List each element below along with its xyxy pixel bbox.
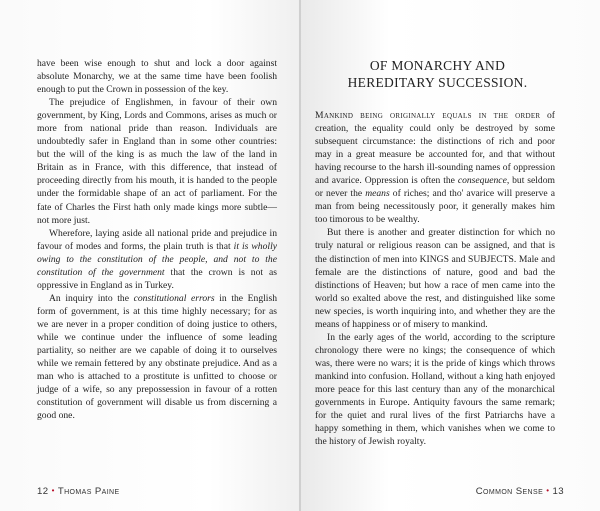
left-p4-text-b: in the English form of government, is at this time highly necessary; for as we are never in a proper condition of doing justice to others, while we continue under the influence of some leading partiality, so neither are we capable of doing it to ourselves while we remain fettered by any obstinate prejudice. And as a man who is attached to a prostitute is unfitted to choose or judge of a wife, so any prepossession in favour of a rotten constitution of government will disable us from discerning a good one.	[37, 292, 277, 422]
book-gutter	[299, 0, 301, 511]
right-p1-text-c: of riches; and tho' avarice will preserve a man from being necessitously poor, it generally makes him too timorous to be wealthy.	[315, 188, 555, 226]
right-page-body	[315, 109, 555, 448]
right-paragraph-1	[315, 109, 555, 226]
left-page-body	[37, 57, 277, 422]
left-p3-text-a: Wherefore, laying aside all national pride and prejudice in favour of modes and forms, the plain truth is that	[37, 227, 277, 252]
chapter-heading	[315, 57, 560, 91]
left-p4-text-a: An inquiry into the	[49, 292, 134, 304]
left-paragraph-1: have been wise enough to shut and lock a door against absolute Monarchy, we at the same time have been foolish enough to put the Crown in possession of the key.	[37, 58, 277, 96]
left-page-footer	[37, 486, 120, 497]
left-paragraph-3	[37, 227, 277, 292]
opening-small-caps: Mankind being originally equals in the order	[315, 110, 541, 121]
right-p1-italic-1: consequence,	[457, 175, 510, 187]
footer-bullet-icon: •	[51, 486, 55, 495]
right-page-number: 13	[552, 486, 564, 497]
left-p4-italic: constitutional errors	[133, 292, 215, 304]
left-page-number: 12	[37, 486, 49, 497]
left-p3-text-b: that the crown is not as oppressive in England as in Turkey.	[37, 266, 277, 291]
chapter-heading-line-2: HEREDITARY SUCCESSION.	[347, 75, 528, 90]
right-paragraph-3: In the early ages of the world, according to the scripture chronology there were no kings; the consequence of which was, there were no wars; it is the pride of kings which throws mankind into confusion. Holland, without a king hath enjoyed more peace for this last century than any of the monarchical governments in Europe. Antiquity favours the same remark; for the quiet and rural lives of the first Patriarchs have a happy something in them, which vanishes when we come to the history of Jewish royalty.	[315, 331, 555, 448]
right-p1-text-b: but seldom or never the	[315, 175, 555, 200]
footer-book-title: Common Sense	[475, 486, 544, 497]
left-paragraph-4	[37, 292, 277, 422]
footer-author: Thomas Paine	[57, 486, 120, 497]
right-page	[300, 0, 600, 511]
footer-bullet-icon: •	[546, 486, 550, 495]
right-page-footer	[476, 486, 564, 497]
right-paragraph-2: But there is another and greater distinction for which no truly natural or religious reason can be assigned, and that is the distinction of men into KINGS and SUBJECTS. Male and female are the distinctions of nature, good and bad the distinctions of Heaven; but how a race of men came into the world so exalted above the rest, and distinguished like some new species, is worth inquiring into, and whether they are the means of happiness or of misery to mankind.	[315, 227, 555, 330]
chapter-heading-line-1: OF MONARCHY AND	[369, 58, 506, 73]
right-p1-italic-2: means	[365, 188, 390, 200]
left-p3-italic: it is wholly owing to the constitution of the people, and not to the constitution of the government	[37, 240, 277, 278]
right-p1-text-a: of creation, the equality could only be destroyed by some subsequent circumstance: the distinctions of rich and poor may in a great measure be accounted for, and that without having recourse to the harsh ill-sounding names of oppression and avarice. Oppression is often the	[315, 110, 555, 187]
left-paragraph-2: The prejudice of Englishmen, in favour of their own government, by King, Lords and Commons, arises as much or more from national pride than reason. Individuals are undoubtedly safer in England than in some other countries: but the will of the king is as much the law of the land in Britain as in France, with this difference, that instead of proceeding directly from his mouth, it is handed to the people under the formidable shape of an act of parliament. For the fate of Charles the First hath only made kings more subtle—not more just.	[37, 97, 277, 226]
